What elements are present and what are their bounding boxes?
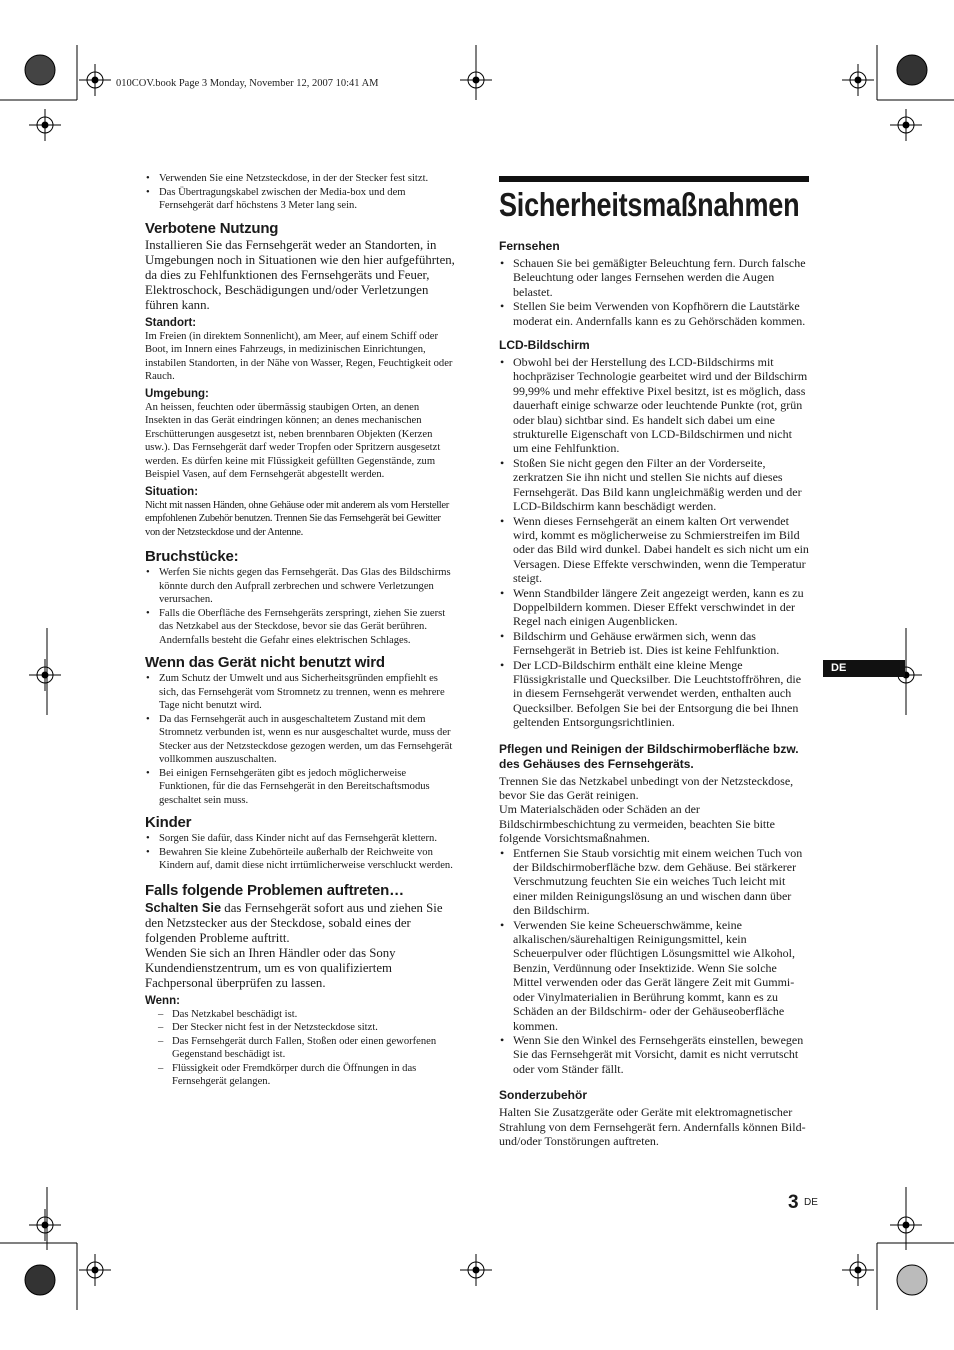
list-item: • Wenn dieses Fernsehgerät an einem kalten Ort verwendet wird, kommt es möglicherweise zu Schmierstreifen im Bild oder das Bild wird dunkel. Dabei handelt es sich nicht um ein Versagen. Diese Effekte verschwinden, wenn die Temperatur steigt. xyxy=(513,514,809,586)
lcd-heading: LCD-Bildschirm xyxy=(499,338,590,353)
wenn-dash-list xyxy=(145,1008,455,1089)
list-item: • Obwohl bei der Herstellung des LCD-Bildschirms mit hochpräziser Technologie gearbeitet wird und der Bildschirm 99,99% und mehr effektive Pixel besitzt, ist es möglich, dass dauerhaft einige schwarze oder leuchtende Punkte (rot, grün oder blau) sichtbar sind. Es handelt sich dabei um eine strukturelle Eigenschaft von LCD-Bildschirmen und nicht um eine Fehlfunktion. xyxy=(513,355,809,456)
list-item: • Bildschirm und Gehäuse erwärmen sich, wenn das Fernsehgerät in Betrieb ist. Dies ist keine Fehlfunktion. xyxy=(513,629,809,658)
nicht-benutzt-bullet-list xyxy=(145,672,455,807)
falls-text-2: Wenden Sie sich an Ihren Händler oder das Sony Kundendienstzentrum, um es von qualifiziertem Fachpersonal überprüfen zu lassen. xyxy=(145,945,396,990)
list-item: • Entfernen Sie Staub vorsichtig mit einem weichen Tuch von der Bildschirmoberfläche bzw. dem Gehäuse. Bei stärkerer Verschmutzung feuchten Sie ein weiches Tuch leicht mit einer milden Reinigungslösung an und wischen dann über den Bildschirm. xyxy=(513,846,809,918)
kinder-bullet-list xyxy=(145,832,455,873)
sonder-heading: Sonderzubehör xyxy=(499,1088,588,1103)
language-tab: DE xyxy=(823,660,905,677)
list-item: • Bewahren Sie kleine Zubehörteile außerhalb der Reichweite von Kindern auf, damit diese nicht irrtümlicherweise verschluckt werden. xyxy=(159,846,455,873)
list-item: • Schauen Sie bei gemäßigter Beleuchtung fern. Durch falsche Beleuchtung oder langes Fernsehen werden die Augen belastet. xyxy=(513,256,809,299)
list-item: • Stellen Sie beim Verwenden von Kopfhörern die Lautstärke moderat ein. Andernfalls kann es zu Gehörschäden kommen. xyxy=(513,299,809,328)
registration-mark xyxy=(460,1254,492,1286)
umgebung-heading: Umgebung: xyxy=(145,387,209,400)
printer-target-disc xyxy=(897,1265,927,1295)
fernsehen-bullet-list xyxy=(499,256,809,328)
list-item: – Flüssigkeit oder Fremdkörper durch die Öffnungen in das Fernsehgerät gelangen. xyxy=(172,1062,455,1089)
list-item: • Werfen Sie nichts gegen das Fernsehgerät. Das Glas des Bildschirms könnte durch den Aufprall zerbrechen und schwere Verletzungen verursachen. xyxy=(159,566,455,607)
printer-target-disc xyxy=(25,55,55,85)
section-heading-kinder: Kinder xyxy=(145,814,192,831)
list-item: • Verwenden Sie keine Scheuerschwämme, keine alkalischen/säurehaltigen Reinigungsmittel, kein Scheuerpulver oder flüchtigen Lösungsmittel wie Alkohol, Benzin, Verdünnung oder Insektizide. Wenn Sie solche Mittel verwenden oder das Gerät längere Zeit mit Gummi- oder Vinylmaterialien in Berührung kommt, kann es zu Schäden an der Bildschirm- oder der Gehäuseoberfläche kommen. xyxy=(513,918,809,1033)
registration-mark xyxy=(890,1209,922,1241)
list-item: • Falls die Oberfläche des Fernsehgeräts zerspringt, ziehen Sie zuerst das Netzkabel aus der Steckdose, bevor sie das Gerät berühren. Andernfalls besteht die Gefahr eines elektrischen Schlages. xyxy=(159,607,455,648)
bruch-bullet-list xyxy=(145,566,455,647)
list-item: • Bei einigen Fernsehgeräten gibt es jedoch möglicherweise Funktionen, für die das Fernsehgerät in den Bereitschaftsmodus geschaltet sein muss. xyxy=(159,767,455,808)
registration-mark xyxy=(29,659,61,691)
situation-heading: Situation: xyxy=(145,485,199,498)
fernsehen-heading: Fernsehen xyxy=(499,239,560,253)
pflegen-text-1: Trennen Sie das Netzkabel unbedingt von der Netzsteckdose, bevor Sie das Gerät reinigen. xyxy=(499,773,794,802)
page-number: 3 xyxy=(788,1192,799,1213)
sonder-text: Halten Sie Zusatzgeräte oder Geräte mit elektromagnetischer Strahlung von dem Fernsehgerät fern. Andernfalls können Bild- und/oder Tonstörungen auftreten. xyxy=(499,1105,806,1148)
umgebung-text: An heissen, feuchten oder übermässig staubigen Orten, an denen Insekten in das Gerät eindringen können; an denes mechanischen Erschütterungen ausgesetzt ist, neben brennbaren Objekten (Kerzen usw.). Das Fernsehgerät darf weder Tropfen oder Spritzern ausgesetzt werden. Es dürfen keine mit Flüssigkeit gefüllten Gegenstände, zum Beispiel Vasen, auf dem Fernsehgerät abgestellt werden. xyxy=(145,401,441,480)
section-heading-bruch: Bruchstücke: xyxy=(145,548,239,565)
standort-text: Im Freien (in direktem Sonnenlicht), am Meer, auf einem Schiff oder Boot, im Innern eines Fahrzeugs, in medizinischen Einrichtungen, instabilen Standorten, in der Nähe von Wasser, Regen, Feuchtigkeit oder Rauch. xyxy=(145,330,453,382)
page-title: Sicherheitsmaßnahmen xyxy=(499,186,800,223)
page-number-suffix: DE xyxy=(804,1197,818,1208)
falls-paragraph xyxy=(145,900,455,946)
lcd-bullet-list xyxy=(499,355,809,730)
pflegen-heading: Pflegen und Reinigen der Bildschirmoberfläche bzw. des Gehäuses des Fernsehgeräts. xyxy=(499,741,799,771)
registration-mark xyxy=(890,109,922,141)
right-column xyxy=(499,176,809,1148)
registration-mark xyxy=(79,64,111,96)
list-item: • Wenn Standbilder längere Zeit angezeigt werden, kann es zu Doppelbildern kommen. Dieser Effekt verschwindet in der Regel nach einigen Augenblicken. xyxy=(513,586,809,629)
pflegen-bullet-list xyxy=(499,846,809,1077)
situation-text: Nicht mit nassen Händen, ohne Gehäuse oder mit anderem als vom Hersteller empfohlenen Zubehör benutzen. Trennen Sie das Fernsehgerät bei Gewitter von der Netzsteckdose und der Antenne. xyxy=(145,499,449,538)
standort-heading: Standort: xyxy=(145,316,197,329)
section-heading-falls: Falls folgende Problemen auftreten… xyxy=(145,881,404,899)
list-item: • Da das Fernsehgerät auch in ausgeschaltetem Zustand mit dem Stromnetz verbunden ist, wenn es nur ausgeschaltet wurde, muss der Stecker aus der Netzsteckdose gezogen werden, um das Fernsehgerät vollkommen auszuschalten. xyxy=(159,713,455,767)
list-item: – Das Fernsehgerät durch Fallen, Stoßen oder einen geworfenen Gegenstand beschädigt ist. xyxy=(172,1035,455,1062)
left-column xyxy=(145,172,455,1089)
list-item: • Zum Schutz der Umwelt und aus Sicherheitsgründen empfiehlt es sich, das Fernsehgerät vom Stromnetz zu trennen, wenn es mehrere Tage nicht benutzt wird. xyxy=(159,672,455,713)
wenn-heading: Wenn: xyxy=(145,994,180,1007)
verbotene-text: Installieren Sie das Fernsehgerät weder an Standorten, in Umgebungen noch in Situationen wie den hier aufgeführten, da dies zu Fehlfunktionen des Fernsehgeräts und Feuer, Elektroschock, Beschädigungen und/oder Verletzungen führen kann. xyxy=(145,237,455,312)
registration-mark xyxy=(842,1254,874,1286)
registration-mark xyxy=(460,64,492,96)
registration-mark xyxy=(29,1209,61,1241)
list-item: • Stoßen Sie nicht gegen den Filter an der Vorderseite, zerkratzen Sie ihn nicht und stellen Sie nichts auf dieses Fernsehgerät. Das Bild kann ungleichmäßig werden und der LCD-Bildschirm kann beschädigt werden. xyxy=(513,456,809,514)
falls-lead: Schalten Sie xyxy=(145,899,222,915)
list-item: • Der LCD-Bildschirm enthält eine kleine Menge Flüssigkristalle und Quecksilber. Die Leuchtstoffröhren, die in diesem Fernsehgerät verwendet werden, enthalten auch Quecksilber. Befolgen Sie bei der Entsorgung die bei Ihnen geltenden Entsorgungsrichtlinien. xyxy=(513,658,809,730)
printer-target-disc xyxy=(897,55,927,85)
list-item: • Das Übertragungskabel zwischen der Media-box und dem Fernsehgerät darf höchstens 3 Meter lang sein. xyxy=(159,186,455,213)
list-item: – Das Netzkabel beschädigt ist. xyxy=(172,1008,455,1022)
list-item: • Sorgen Sie dafür, dass Kinder nicht auf das Fernsehgerät klettern. xyxy=(159,832,455,846)
registration-mark xyxy=(79,1254,111,1286)
list-item: • Wenn Sie den Winkel des Fernsehgeräts einstellen, bewegen Sie das Fernsehgerät mit Vorsicht, damit es nicht verrutscht oder vom Ständer fällt. xyxy=(513,1033,809,1076)
pflegen-text-2: Um Materialschäden oder Schäden an der Bildschirmbeschichtung zu vermeiden, beachten Sie bitte folgende Vorsichtsmaßnahmen. xyxy=(499,802,775,846)
section-heading-verbotene: Verbotene Nutzung xyxy=(145,219,279,237)
registration-mark xyxy=(29,109,61,141)
list-item: – Der Stecker nicht fest in der Netzsteckdose sitzt. xyxy=(172,1021,455,1035)
running-header: 010COV.book Page 3 Monday, November 12, 2007 10:41 AM xyxy=(116,78,379,89)
section-heading-nicht-benutzt: Wenn das Gerät nicht benutzt wird xyxy=(145,654,385,671)
registration-mark xyxy=(842,64,874,96)
intro-bullet-list xyxy=(145,172,455,213)
printer-target-disc xyxy=(25,1265,55,1295)
falls-text-1: das Fernsehgerät sofort aus und ziehen Sie den Netzstecker aus der Steckdose, sobald eines der folgenden Probleme auftritt. xyxy=(145,900,443,945)
title-rule xyxy=(499,176,809,182)
list-item: • Verwenden Sie eine Netzsteckdose, in der der Stecker fest sitzt. xyxy=(159,172,455,186)
